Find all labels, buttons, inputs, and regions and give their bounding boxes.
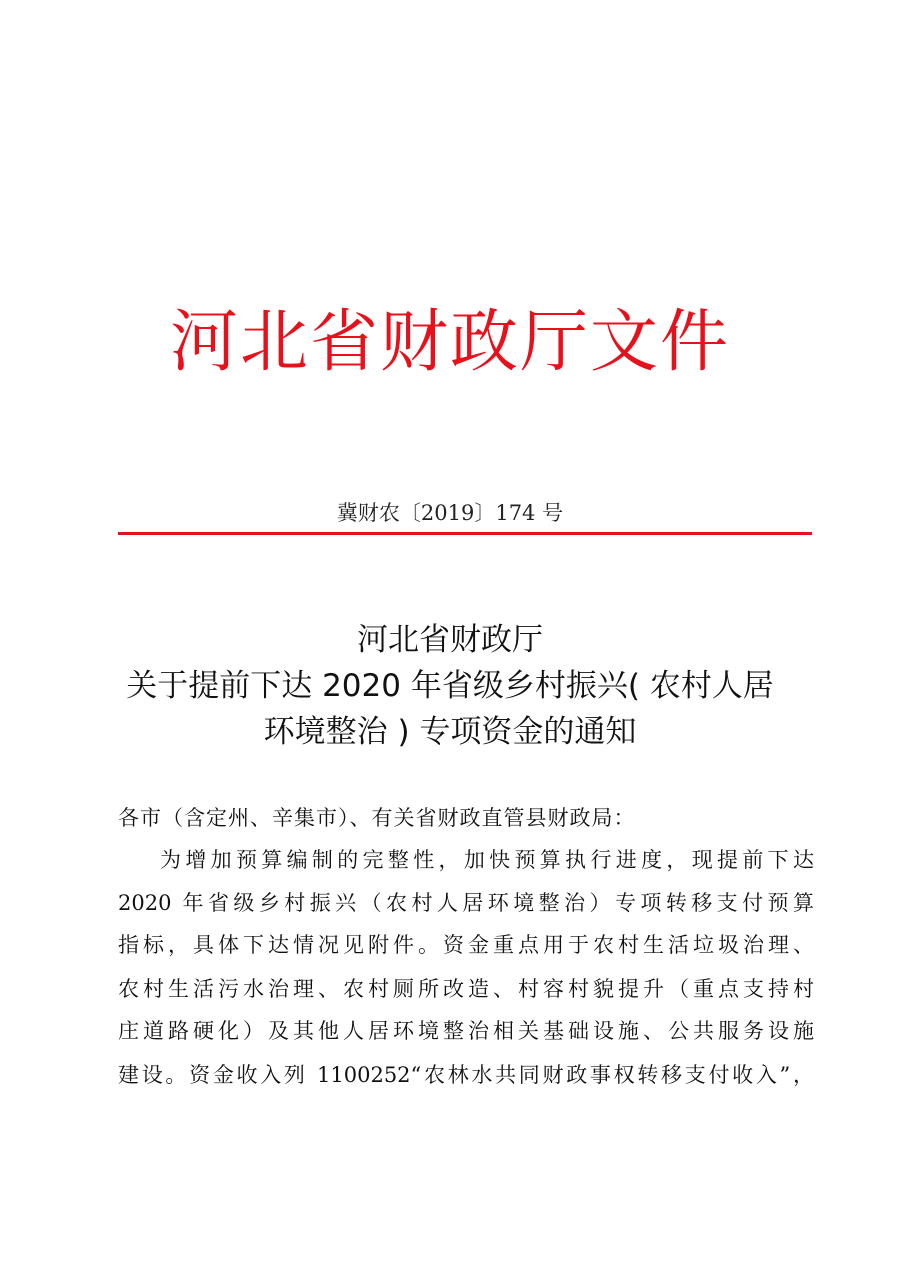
notice-title-line-2: 关于提前下达 2020 年省级乡村振兴( 农村人居: [126, 668, 774, 704]
body-text-line: 建设。资金收入列 1100252“农林水共同财政事权转移支付收入”，: [118, 1063, 814, 1087]
notice-title-line-3: 环境整治 ) 专项资金的通知: [263, 714, 637, 750]
document-number: 冀财农〔2019〕174 号: [336, 501, 564, 525]
body-text-line: 庄道路硬化）及其他人居环境整治相关基础设施、公共服务设施: [118, 1019, 814, 1043]
body-text-line: 农村生活污水治理、农村厕所改造、村容村貌提升（重点支持村: [118, 977, 814, 1001]
body-text-line: 2020 年省级乡村振兴（农村人居环境整治）专项转移支付预算: [118, 891, 814, 915]
body-text-line: 指标，具体下达情况见附件。资金重点用于农村生活垃圾治理、: [118, 933, 814, 957]
body-text-line: 为增加预算编制的完整性，加快预算执行进度，现提前下达: [160, 848, 814, 872]
notice-title-line-1: 河北省财政厅: [357, 622, 543, 658]
red-separator-line: [118, 532, 812, 535]
red-header-title: 河北省财政厅文件: [169, 303, 730, 382]
addressee: 各市（含定州、辛集市）、有关省财政直管县财政局：: [118, 806, 636, 830]
